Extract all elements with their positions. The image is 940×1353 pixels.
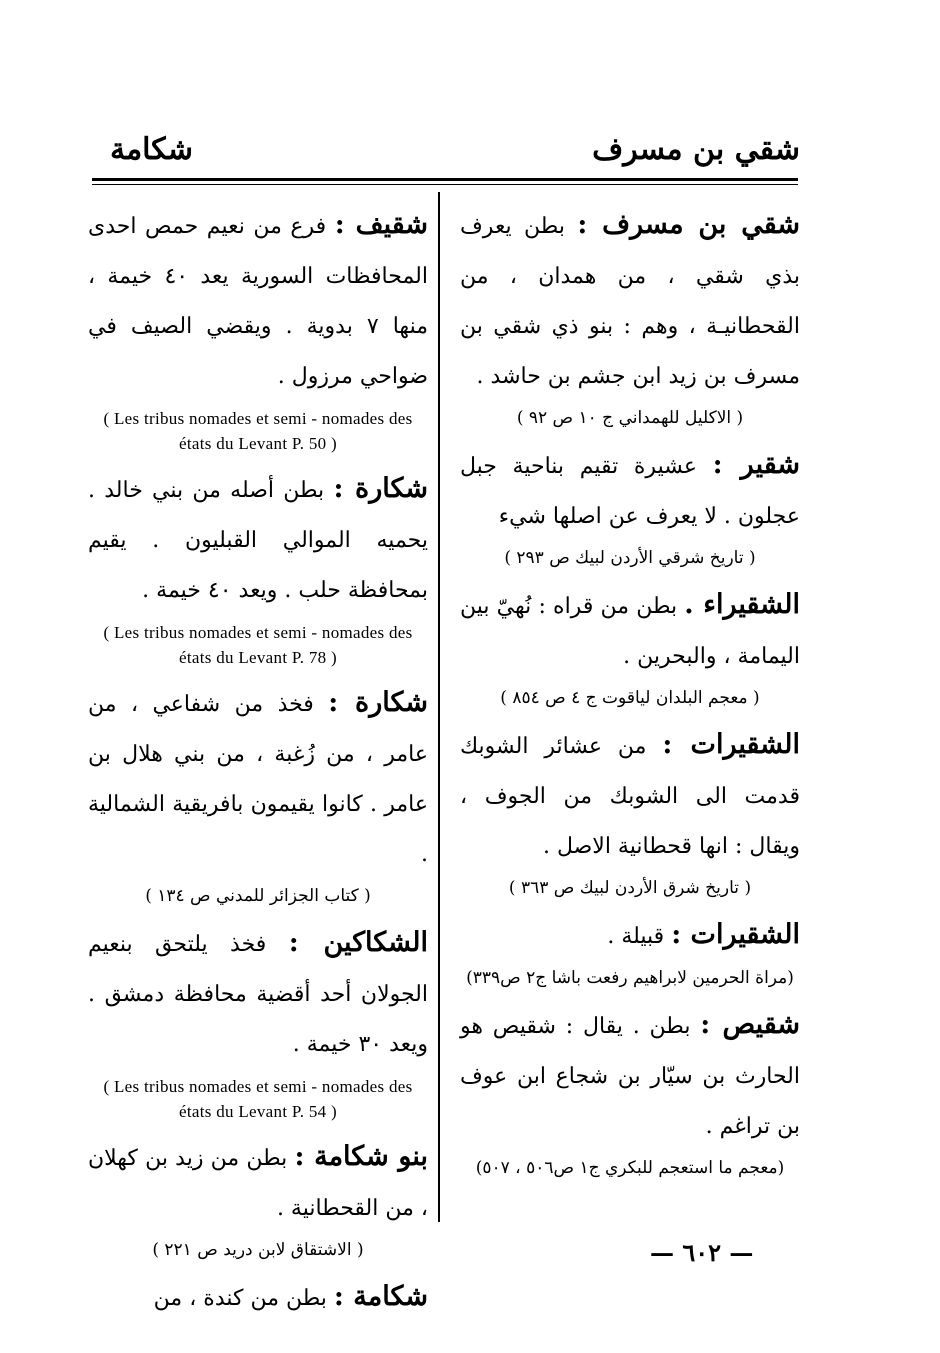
entry-text: بطن . يقال : شقيص هو الحارث بن سيّار بن شجاع ابن عوف بن تراغم . — [460, 1014, 800, 1139]
entry-body — [460, 720, 800, 872]
entry — [460, 440, 800, 574]
entry — [88, 918, 428, 1124]
entry-body — [460, 580, 800, 682]
entry — [460, 200, 800, 434]
entry-source: ( الاكليل للهمداني ج ١٠ ص ٩٢ ) — [516, 408, 744, 428]
entry-text: بطن أصله من بني خالد . يحميه الموالي القبليون . يقيم بمحافظة حلب . ويعد ٤٠ خيمة . — [88, 478, 428, 603]
entry — [460, 910, 800, 994]
entry-term: شكامة : — [333, 1281, 428, 1312]
left-column — [88, 200, 428, 1330]
entry-text: من عشائر الشوبك قدمت الى الشوبك من الجوف ، ويقال : انها قحطانية الاصل . — [460, 734, 800, 859]
entry-body — [88, 678, 428, 880]
header-rule-thick — [92, 178, 798, 181]
entry-text: قبيلة . — [607, 924, 665, 949]
entry-text: فخذ يلتحق بنعيم الجولان أحد أقضية محافظة دمشق . ويعد ٣٠ خيمة . — [88, 932, 428, 1057]
entry-term: بنو شكامة : — [294, 1141, 429, 1172]
entry-term: شكارة : — [333, 473, 428, 504]
entry-source: ( الاشتقاق لابن دريد ص ٢٢١ ) — [152, 1240, 364, 1260]
entry-body — [460, 1000, 800, 1152]
entry-source: (مراة الحرمين لابراهيم رفعت باشا ج٢ ص٣٣٩) — [466, 968, 794, 988]
entry-term: الشقيرات : — [662, 729, 800, 760]
entry-source-latin: ( Les tribus nomades et semi - nomades des états du Levant P. 54 ) — [103, 1077, 413, 1121]
entry — [88, 200, 428, 456]
entry-body — [88, 918, 428, 1070]
entry-source-latin: ( Les tribus nomades et semi - nomades des états du Levant P. 78 ) — [103, 623, 413, 667]
entry-source: ( معجم البلدان لياقوت ج ٤ ص ٨٥٤ ) — [500, 688, 760, 708]
entry-body — [460, 200, 800, 402]
right-column — [460, 200, 800, 1190]
entry — [88, 464, 428, 670]
running-header-left: شكامة — [110, 132, 193, 167]
column-divider — [438, 192, 440, 1222]
entry — [460, 580, 800, 714]
entry-body — [88, 464, 428, 616]
entry-source: ( تاريخ شرقي الأردن لبيك ص ٢٩٣ ) — [504, 548, 756, 568]
entry-body — [88, 1272, 428, 1324]
entry-term: شقي بن مسرف : — [577, 209, 800, 240]
running-header-right: شقي بن مسرف — [592, 132, 800, 167]
entry — [88, 1272, 428, 1324]
page-number: — ٦٠٢ — — [650, 1238, 754, 1267]
entry-term: شقير : — [712, 449, 800, 480]
entry-body — [460, 910, 800, 962]
entry — [88, 1132, 428, 1266]
entry-term: الشقيرات : — [671, 919, 800, 950]
entry — [88, 678, 428, 912]
entry-body — [460, 440, 800, 542]
entry-term: شقيف : — [334, 209, 428, 240]
entry-text: عشيرة تقيم بناحية جبل عجلون . لا يعرف عن اصلها شيء — [460, 454, 800, 529]
entry-source: (معجم ما استعجم للبكري ج١ ص٥٠٦ ، ٥٠٧) — [475, 1158, 785, 1178]
entry — [460, 720, 800, 904]
entry-body — [88, 200, 428, 402]
entry-text: فخذ من شفاعي ، من عامر ، من زُغبة ، من بني هلال بن عامر . كانوا يقيمون بافريقية الشمالية . — [88, 692, 428, 867]
entry-term: الشكاكين : — [288, 927, 428, 958]
entry-text: بطن من زيد بن كهلان ، من القحطانية . — [88, 1146, 428, 1221]
entry-text: بطن يعرف بذي شقي ، من همدان ، من القحطانيـة ، وهم : بنو ذي شقي بن مسرف بن زيد ابن جشم بن حاشد . — [460, 214, 800, 389]
entry-term: شكارة : — [328, 687, 429, 718]
entry-text: بطن من قراه : نُهيّ بين اليمامة ، والبحرين . — [460, 594, 800, 669]
entry — [460, 1000, 800, 1184]
entry-text: فرع من نعيم حمص احدى المحافظات السورية يعد ٤٠ خيمة ، منها ٧ بدوية . ويقضي الصيف في ضواحي مرزول . — [88, 214, 428, 389]
entry-text: بطن من كندة ، من — [153, 1286, 327, 1311]
entry-term: شقيص : — [700, 1009, 800, 1040]
entry-source: ( كتاب الجزائر للمدني ص ١٣٤ ) — [145, 886, 371, 906]
entry-body — [88, 1132, 428, 1234]
entry-term: الشقيراء . — [684, 589, 800, 620]
entry-source: ( تاريخ شرق الأردن لبيك ص ٣٦٣ ) — [508, 878, 752, 898]
entry-source-latin: ( Les tribus nomades et semi - nomades des états du Levant P. 50 ) — [103, 409, 413, 453]
header-rule-thin — [92, 184, 798, 185]
